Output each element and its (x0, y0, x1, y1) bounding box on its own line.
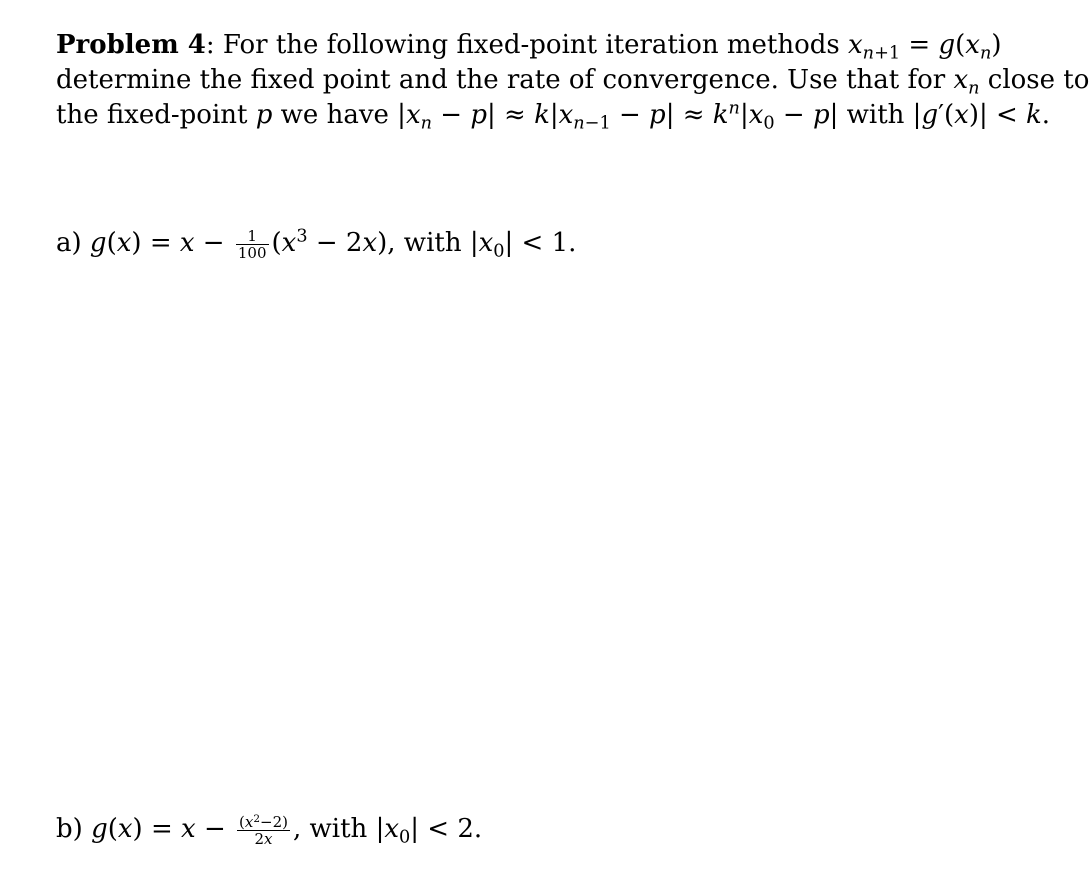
problem-line-3-start: the fixed-point (56, 100, 256, 130)
problem-line-1 (56, 28, 1002, 64)
item-b-function: g(x) = x − $\frac{(x^2-2)}{2x}$ (91, 812, 288, 848)
item-b-condition: $|x_0| < 2$. (375, 814, 483, 848)
p-symbol: p (255, 100, 273, 130)
item-b-label: b) (56, 814, 83, 844)
item-a-label: a) (56, 228, 82, 258)
item-a-frac-den: 100 (237, 243, 267, 262)
item-b-frac-den: 2x (237, 830, 290, 847)
problem-line-2-text: determine the fixed point and the rate of convergence. Use that for (56, 65, 954, 95)
item-a-bound: 1. (551, 228, 577, 258)
problem-line-2 (56, 63, 1089, 99)
item-b-with: , with (293, 814, 376, 844)
item-b (56, 812, 482, 847)
item-a-frac-num: 1 (247, 226, 257, 245)
item-a-with: , with (387, 228, 470, 258)
derivative-condition: |g′(x)| < k. (912, 100, 1051, 130)
problem-statement (56, 28, 1089, 134)
convergence-estimate: $|x_n - p| \approx k|x_{n-1} - p| \approx k^n|x_0 - p|$ (397, 98, 839, 134)
item-a-function: g(x) = x − $\frac{1}{100}$ $(x^3 - 2x)$ (89, 226, 388, 262)
item-a-fraction (236, 228, 269, 261)
xn-symbol: $x_n$ (953, 65, 980, 99)
problem-line-1-text: : For the following fixed-point iteration methods (205, 30, 848, 60)
problem-line-3-with: with (838, 100, 913, 130)
problem-line-3 (56, 98, 1051, 134)
problem-line-3-we-have: we have (272, 100, 398, 130)
item-b-bound: 2. (457, 814, 483, 844)
item-a (56, 226, 576, 261)
iteration-formula: $x_{n+1} = g(x_n)$ (848, 30, 1002, 64)
item-a-condition: $|x_0| < 1$. (469, 228, 577, 262)
item-b-frac-num: $(x^2-2)$ (239, 812, 288, 831)
item-b-fraction (237, 814, 290, 847)
problem-label: Problem 4 (56, 30, 206, 60)
problem-line-2-tail: close to (979, 65, 1089, 95)
